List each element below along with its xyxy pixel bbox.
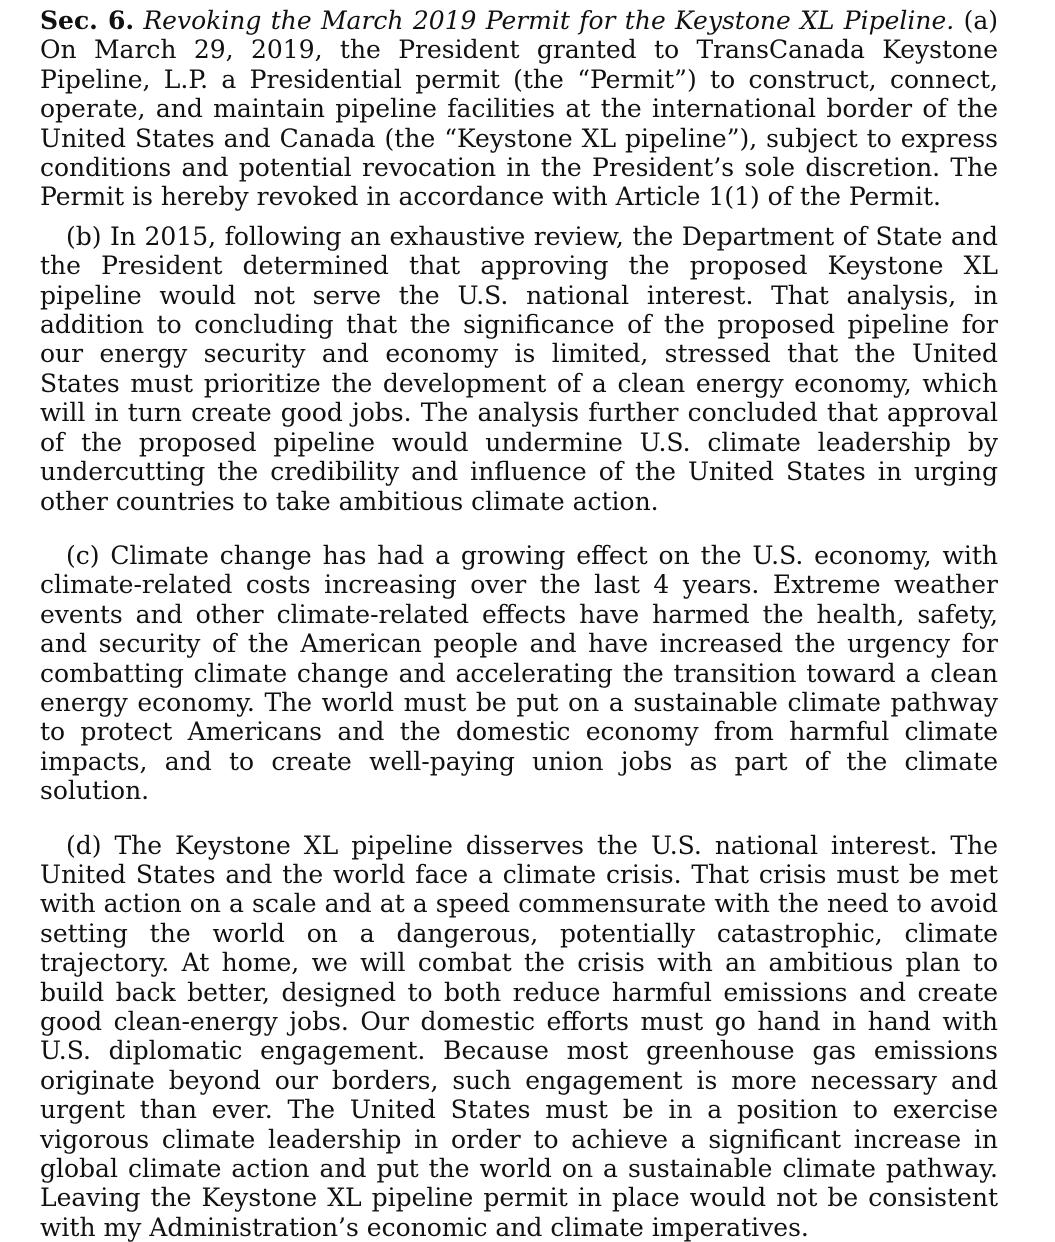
document-page: [40, 6, 998, 1242]
paragraph-b: (b) In 2015, following an exhaustive review, the Department of State and the President determined that approving the proposed Keystone XL pipeline would not serve the U.S. national interest. That analysis, in addition to concluding that the significance of the proposed pipeline for our energy security and economy is limited, stressed that the United States must prioritize the development of a clean energy economy, which will in turn create good jobs. The analysis further concluded that approval of the proposed pipeline would undermine U.S. climate leadership by undercutting the credibility and influence of the United States in urging other countries to take ambitious climate action.: [40, 221, 998, 516]
section-title: Revoking the March 2019 Permit for the Keystone XL Pipeline.: [143, 6, 955, 35]
paragraph-c: (c) Climate change has had a growing effect on the U.S. economy, with climate-related costs increasing over the last 4 years. Extreme weather events and other climate-related effects have harmed the health, safety, and security of the American people and have increased the urgency for combatting climate change and accelerating the transition toward a clean energy economy. The world must be put on a sustainable climate pathway to protect Americans and the domestic economy from harmful climate impacts, and to create well-paying union jobs as part of the climate solution.: [40, 540, 998, 806]
section-heading: [40, 6, 954, 35]
paragraph-a: (a) On March 29, 2019, the President granted to TransCanada Keystone Pipeline, L.P. a Presidential permit (the “Permit”) to construct, connect, operate, and maintain pipeline facilities at the international border of the United States and Canada (the “Keystone XL pipeline”), subject to express conditions and potential revocation in the President’s sole discretion. The Permit is hereby revoked in accordance with Article 1(1) of the Permit.: [40, 6, 998, 212]
paragraph-d: (d) The Keystone XL pipeline disserves the U.S. national interest. The United States and the world face a climate crisis. That crisis must be met with action on a scale and at a speed commensurate with the need to avoid setting the world on a dangerous, potentially catastrophic, climate trajectory. At home, we will combat the crisis with an ambitious plan to build back better, designed to both reduce harmful emissions and create good clean-energy jobs. Our domestic efforts must go hand in hand with U.S. diplomatic engagement. Because most greenhouse gas emissions originate beyond our borders, such engagement is more necessary and urgent than ever. The United States must be in a position to exercise vigorous climate leadership in order to achieve a significant increase in global climate action and put the world on a sustainable climate pathway. Leaving the Keystone XL pipeline permit in place would not be consistent with my Administration’s economic and climate imperatives.: [40, 830, 998, 1242]
section-label: Sec. 6.: [40, 6, 135, 35]
section-6: [40, 6, 998, 212]
